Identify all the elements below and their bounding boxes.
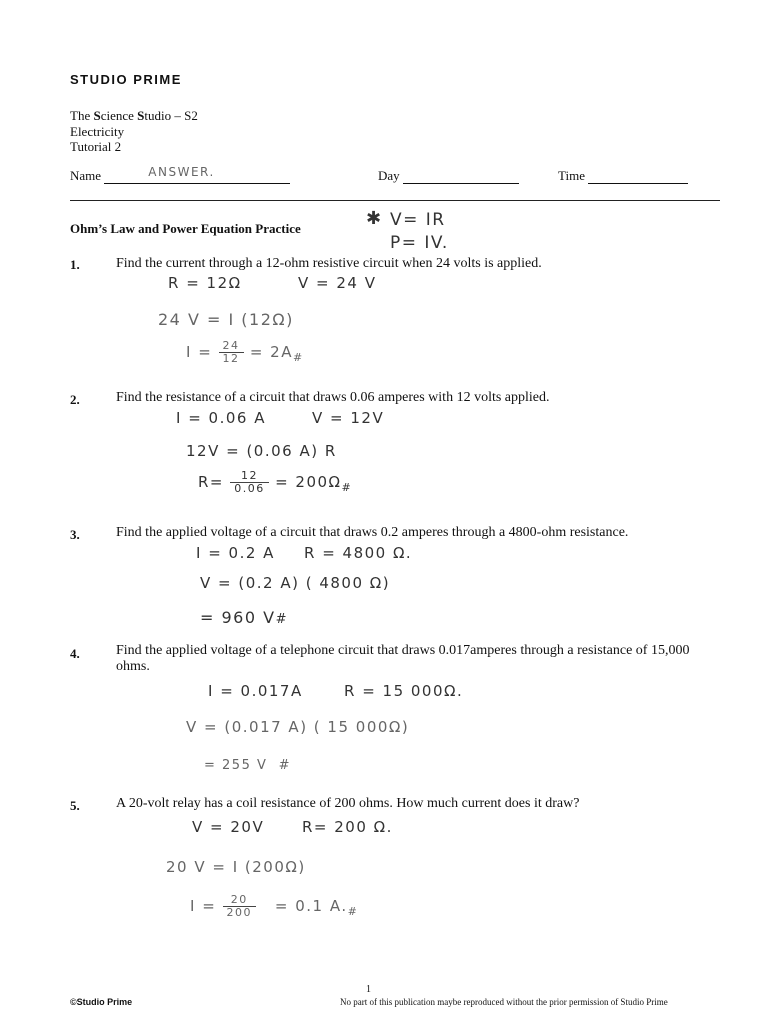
question-1-text: Find the current through a 12-ohm resistive circuit when 24 volts is applied. [116,256,542,271]
day-line [403,169,519,184]
q3-result: = 960 V# [200,608,288,627]
footer-copyright: ©Studio Prime [70,997,133,1007]
tutorial-number: Tutorial 2 [70,139,122,154]
q2-solution [198,470,352,495]
q5-result: = 0.1 A. [274,897,348,915]
question-3-number: 3. [70,527,80,542]
power-formula: P= IV. [390,233,449,253]
time-line [588,169,688,184]
q1-solution [186,340,304,365]
q3-given-i: I = 0.2 A [196,544,275,562]
q1-answer-mark: # [292,351,304,364]
q2-answer-mark: # [341,481,353,494]
day-label: Day [378,168,400,183]
star-mark: ✱ [366,208,383,229]
q4-result: = 255 V # [204,758,292,773]
header-divider [70,200,720,201]
q1-given-v: V = 24 V [298,274,377,292]
q5-given-v: V = 20V [192,818,265,836]
question-5-number: 5. [70,798,80,813]
worksheet-title: Ohm’s Law and Power Equation Practice [70,221,301,236]
question-3-text: Find the applied voltage of a circuit that draws 0.2 amperes through a 4800-ohm resistance. [116,525,629,540]
name-line [104,165,290,184]
q3-answer-mark: # [275,612,288,627]
q2-fraction: $\frac{12}{0.06}$ [230,470,269,495]
q2-given-i: I = 0.06 A [176,409,266,427]
q1-given-r: R = 12Ω [168,274,242,292]
q3-equation: V = (0.2 A) ( 4800 Ω) [200,574,391,592]
footer-notice: No part of this publication maybe reproduced without the prior permission of Studio Prime [340,997,668,1007]
page-number: 1 [366,984,371,995]
day-field [378,168,519,184]
time-label: Time [558,168,585,183]
question-4-text: Find the applied voltage of a telephone circuit that draws 0.017amperes through a resistance of 15,000 ohms. [116,643,690,674]
name-field [70,165,290,184]
time-field [558,168,688,184]
q5-answer-mark: # [347,905,359,918]
q3-given-r: R = 4800 Ω. [304,544,413,562]
name-value: ANSWER. [148,165,215,179]
q5-equation: 20 V = I (200Ω) [166,858,306,876]
q1-lhs: I = [186,343,213,361]
q4-equation: V = (0.017 A) ( 15 000Ω) [186,718,410,736]
q2-equation: 12V = (0.06 A) R [186,442,337,460]
q1-fraction: $\frac{24}{12}$ [219,340,244,365]
q5-fraction: $\frac{20}{200}$ [223,894,257,919]
name-label: Name [70,168,102,183]
q5-given-r: R= 200 Ω. [302,818,393,836]
question-5-text: A 20-volt relay has a coil resistance of 200 ohms. How much current does it draw? [116,796,580,811]
q5-solution [190,894,358,919]
q1-equation: 24 V = I (12Ω) [158,310,294,329]
q5-lhs: I = [190,897,217,915]
q4-given-i: I = 0.017A [208,682,303,700]
subject: Electricity [70,124,125,139]
question-4-number: 4. [70,646,80,661]
question-2-number: 2. [70,392,80,407]
question-2-text: Find the resistance of a circuit that draws 0.06 amperes with 12 volts applied. [116,390,550,405]
q1-result: = 2A [249,343,293,361]
course-title: The Science Studio – S2 [70,108,198,123]
q2-given-v: V = 12V [312,409,385,427]
question-1-number: 1. [70,257,80,272]
q2-result: = 200Ω [275,473,342,491]
q4-given-r: R = 15 000Ω. [344,682,464,700]
q4-answer-mark: # [278,758,292,773]
q2-lhs: R= [198,473,224,491]
brand-title: STUDIO PRIME [70,72,182,87]
ohms-law-formula: V= IR [390,210,446,230]
